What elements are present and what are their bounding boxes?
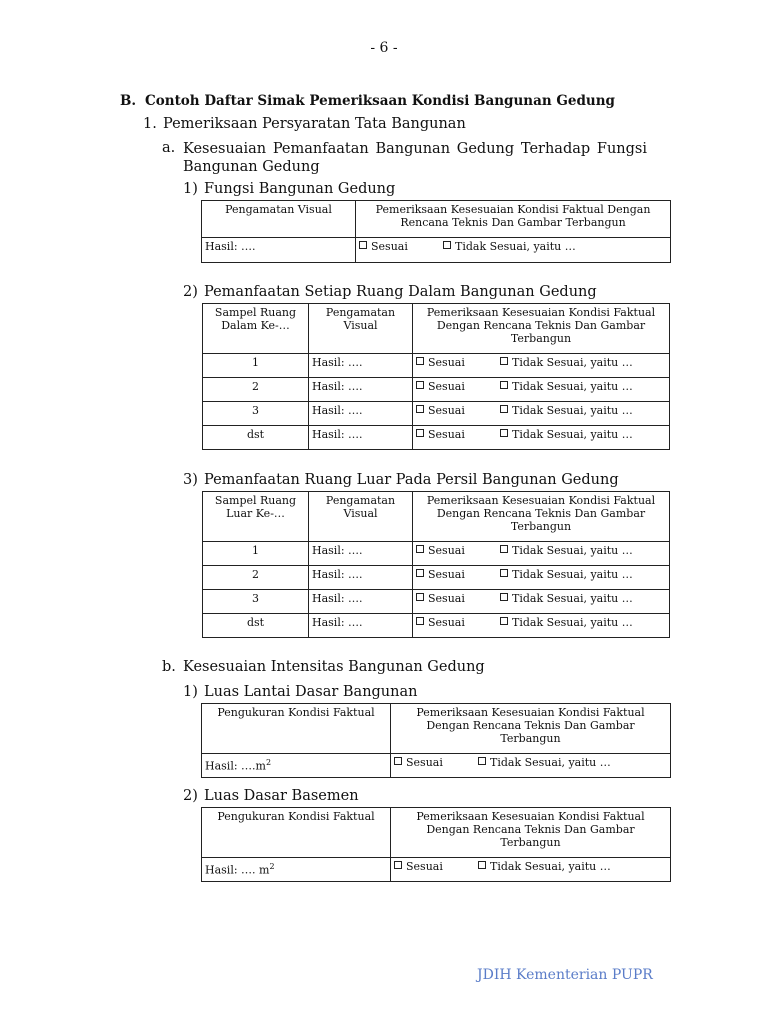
option-label: Sesuai [371, 240, 408, 253]
option-sesuai[interactable] [416, 380, 500, 393]
check-cell [413, 566, 670, 590]
header-line: Visual [343, 319, 378, 332]
option-tidak-sesuai[interactable] [500, 568, 633, 581]
checkbox-icon[interactable] [478, 861, 486, 869]
header-pengamatan-visual: Pengamatan Visual [202, 201, 356, 238]
check-cell [356, 238, 671, 263]
header-line: Dengan Rencana Teknis Dan Gambar [426, 719, 635, 732]
sample-cell: 1 [203, 542, 309, 566]
header-line: Pengamatan [325, 306, 396, 319]
hasil-cell: Hasil: …. [309, 354, 413, 378]
check-cell [391, 858, 671, 882]
table-fungsi-bangunan [201, 200, 671, 263]
check-cell [413, 590, 670, 614]
option-tidak-sesuai[interactable] [478, 860, 611, 873]
option-tidak-sesuai[interactable] [500, 356, 633, 369]
header-line: Terbangun [510, 332, 572, 345]
sample-cell: 2 [203, 566, 309, 590]
item-a-title-line2: Bangunan Gedung [183, 159, 320, 175]
option-tidak-sesuai[interactable] [500, 404, 633, 417]
option-tidak-sesuai[interactable] [500, 380, 633, 393]
header-line: Terbangun [510, 520, 572, 533]
table-luas-dasar-basemen [201, 807, 671, 882]
option-label: Tidak Sesuai, yaitu … [490, 860, 611, 873]
table-ruang-dalam [202, 303, 670, 450]
header-pemeriksaan [356, 201, 671, 238]
checkbox-icon[interactable] [478, 757, 486, 765]
header-pengamatan [309, 304, 413, 354]
header-line: Sampel Ruang [214, 306, 297, 319]
item-1-label: 1. [143, 116, 157, 132]
table-header-row [203, 492, 670, 542]
option-label: Tidak Sesuai, yaitu … [512, 404, 633, 417]
option-label: Tidak Sesuai, yaitu … [512, 356, 633, 369]
table-header-row [203, 304, 670, 354]
table-luas-lantai-dasar [201, 703, 671, 778]
header-line: Luar Ke-… [226, 507, 285, 520]
header-line: Pemeriksaan Kesesuaian Kondisi Faktual [416, 810, 645, 823]
table-row [203, 402, 670, 426]
hasil-text: Hasil: ….m [205, 759, 266, 773]
option-sesuai[interactable] [416, 592, 500, 605]
option-label: Sesuai [428, 568, 465, 581]
option-label: Tidak Sesuai, yaitu … [512, 592, 633, 605]
sub-b1-title: Luas Lantai Dasar Bangunan [204, 684, 418, 700]
table-row [202, 238, 671, 263]
table-header-row [202, 201, 671, 238]
option-label: Sesuai [428, 592, 465, 605]
page-number: - 6 - [370, 40, 398, 56]
option-label: Sesuai [428, 428, 465, 441]
sub-a3-label: 3) [183, 472, 198, 488]
checkbox-icon[interactable] [416, 569, 424, 577]
option-tidak-sesuai[interactable] [500, 544, 633, 557]
header-line: Pengamatan [325, 494, 396, 507]
item-b-title: Kesesuaian Intensitas Bangunan Gedung [183, 659, 485, 675]
checkbox-icon[interactable] [359, 241, 367, 249]
sub-b1-label: 1) [183, 684, 198, 700]
header-line: Visual [343, 507, 378, 520]
hasil-cell: Hasil: …. [309, 378, 413, 402]
checkbox-icon[interactable] [394, 861, 402, 869]
hasil-cell: Hasil: …. [309, 566, 413, 590]
unit-superscript: 2 [265, 758, 272, 767]
checkbox-icon[interactable] [416, 545, 424, 553]
sub-b2-title: Luas Dasar Basemen [204, 788, 359, 804]
checkbox-icon[interactable] [500, 545, 508, 553]
checkbox-icon[interactable] [500, 429, 508, 437]
table-row [203, 566, 670, 590]
check-cell [413, 402, 670, 426]
checkbox-icon[interactable] [416, 381, 424, 389]
table-row [203, 378, 670, 402]
header-line: Terbangun [500, 732, 561, 745]
table-row [202, 754, 671, 778]
header-line: Dalam Ke-… [221, 319, 290, 332]
hasil-text: Hasil: …. m [205, 863, 270, 877]
option-label: Sesuai [428, 356, 465, 369]
option-label: Sesuai [428, 380, 465, 393]
header-pemeriksaan [413, 492, 670, 542]
option-tidak-sesuai[interactable] [443, 240, 576, 253]
option-tidak-sesuai[interactable] [478, 756, 611, 769]
option-label: Sesuai [428, 616, 465, 629]
checkbox-icon[interactable] [500, 593, 508, 601]
table-row [203, 426, 670, 450]
option-tidak-sesuai[interactable] [500, 616, 633, 629]
unit-superscript: 2 [269, 862, 275, 871]
sub-a1-label: 1) [183, 181, 198, 197]
table-ruang-luar [202, 491, 670, 638]
sub-a1-title: Fungsi Bangunan Gedung [204, 181, 396, 197]
hasil-cell: Hasil: …. [202, 238, 356, 263]
checkbox-icon[interactable] [500, 617, 508, 625]
hasil-cell: Hasil: …. [309, 402, 413, 426]
option-label: Sesuai [428, 544, 465, 557]
check-cell [413, 378, 670, 402]
sub-a3-title: Pemanfaatan Ruang Luar Pada Persil Bangunan Gedung [204, 472, 619, 488]
option-sesuai[interactable] [416, 616, 500, 629]
table-header-row [202, 704, 671, 754]
table-row [203, 590, 670, 614]
sub-b2-label: 2) [183, 788, 198, 804]
checkbox-icon[interactable] [443, 241, 451, 249]
option-tidak-sesuai[interactable] [500, 592, 633, 605]
sample-cell: 3 [203, 590, 309, 614]
check-cell [413, 542, 670, 566]
checkbox-icon[interactable] [500, 357, 508, 365]
option-sesuai[interactable] [416, 404, 500, 417]
hasil-cell [202, 858, 391, 882]
hasil-cell: Hasil: …. [309, 426, 413, 450]
option-label: Sesuai [428, 404, 465, 417]
option-label: Tidak Sesuai, yaitu … [512, 544, 633, 557]
checkbox-icon[interactable] [416, 593, 424, 601]
option-sesuai[interactable] [416, 568, 500, 581]
check-cell [391, 754, 671, 778]
hasil-cell: Hasil: …. [309, 614, 413, 638]
table-row [203, 614, 670, 638]
header-pemeriksaan [413, 304, 670, 354]
sample-cell: dst [203, 614, 309, 638]
checkbox-icon[interactable] [394, 757, 402, 765]
header-line: Pemeriksaan Kesesuaian Kondisi Faktual [426, 494, 656, 507]
header-line: Pemeriksaan Kesesuaian Kondisi Faktual Dengan [375, 203, 651, 216]
item-a-title [183, 140, 647, 176]
footer-jdih: JDIH Kementerian PUPR [477, 967, 653, 983]
option-sesuai[interactable] [394, 756, 478, 769]
option-sesuai[interactable] [394, 860, 478, 873]
header-pemeriksaan [391, 704, 671, 754]
checkbox-icon[interactable] [416, 405, 424, 413]
option-sesuai[interactable] [359, 240, 443, 253]
option-label: Sesuai [406, 756, 443, 769]
option-label: Tidak Sesuai, yaitu … [512, 568, 633, 581]
header-line: Rencana Teknis Dan Gambar Terbangun [400, 216, 626, 229]
option-label: Tidak Sesuai, yaitu … [455, 240, 576, 253]
check-cell [413, 354, 670, 378]
header-line: Pemeriksaan Kesesuaian Kondisi Faktual [426, 306, 656, 319]
option-label: Tidak Sesuai, yaitu … [490, 756, 611, 769]
header-line: Sampel Ruang [214, 494, 297, 507]
item-b-label: b. [162, 659, 176, 675]
item-a-title-line1: Kesesuaian Pemanfaatan Bangunan Gedung Terhadap Fungsi [183, 141, 647, 157]
table-row [202, 858, 671, 882]
option-label: Tidak Sesuai, yaitu … [512, 380, 633, 393]
item-a-label: a. [162, 140, 176, 156]
checkbox-icon[interactable] [416, 429, 424, 437]
check-cell [413, 426, 670, 450]
header-line: Dengan Rencana Teknis Dan Gambar [436, 507, 646, 520]
checkbox-icon[interactable] [416, 357, 424, 365]
item-1-title: Pemeriksaan Persyaratan Tata Bangunan [163, 116, 466, 132]
option-tidak-sesuai[interactable] [500, 428, 633, 441]
sample-cell: 2 [203, 378, 309, 402]
header-pengukuran: Pengukuran Kondisi Faktual [202, 704, 391, 754]
option-label: Tidak Sesuai, yaitu … [512, 616, 633, 629]
hasil-cell: Hasil: …. [309, 590, 413, 614]
option-sesuai[interactable] [416, 544, 500, 557]
option-label: Tidak Sesuai, yaitu … [512, 428, 633, 441]
hasil-cell [202, 754, 391, 778]
sample-cell: 1 [203, 354, 309, 378]
header-sampel [203, 304, 309, 354]
checkbox-icon[interactable] [500, 381, 508, 389]
table-row [203, 354, 670, 378]
option-sesuai[interactable] [416, 428, 500, 441]
header-pemeriksaan [391, 808, 671, 858]
hasil-cell: Hasil: …. [309, 542, 413, 566]
header-sampel [203, 492, 309, 542]
option-sesuai[interactable] [416, 356, 500, 369]
sub-a2-label: 2) [183, 284, 198, 300]
table-header-row [202, 808, 671, 858]
section-b-label: B. [120, 93, 137, 109]
checkbox-icon[interactable] [500, 569, 508, 577]
sub-a2-title: Pemanfaatan Setiap Ruang Dalam Bangunan Gedung [204, 284, 597, 300]
header-line: Terbangun [500, 836, 561, 849]
header-pengukuran: Pengukuran Kondisi Faktual [202, 808, 391, 858]
section-b-title: Contoh Daftar Simak Pemeriksaan Kondisi Bangunan Gedung [145, 93, 615, 109]
header-line: Dengan Rencana Teknis Dan Gambar [436, 319, 646, 332]
sample-cell: 3 [203, 402, 309, 426]
checkbox-icon[interactable] [416, 617, 424, 625]
header-pengamatan [309, 492, 413, 542]
checkbox-icon[interactable] [500, 405, 508, 413]
sample-cell: dst [203, 426, 309, 450]
option-label: Sesuai [406, 860, 443, 873]
check-cell [413, 614, 670, 638]
header-line: Pemeriksaan Kesesuaian Kondisi Faktual [416, 706, 645, 719]
table-row [203, 542, 670, 566]
header-line: Dengan Rencana Teknis Dan Gambar [426, 823, 635, 836]
